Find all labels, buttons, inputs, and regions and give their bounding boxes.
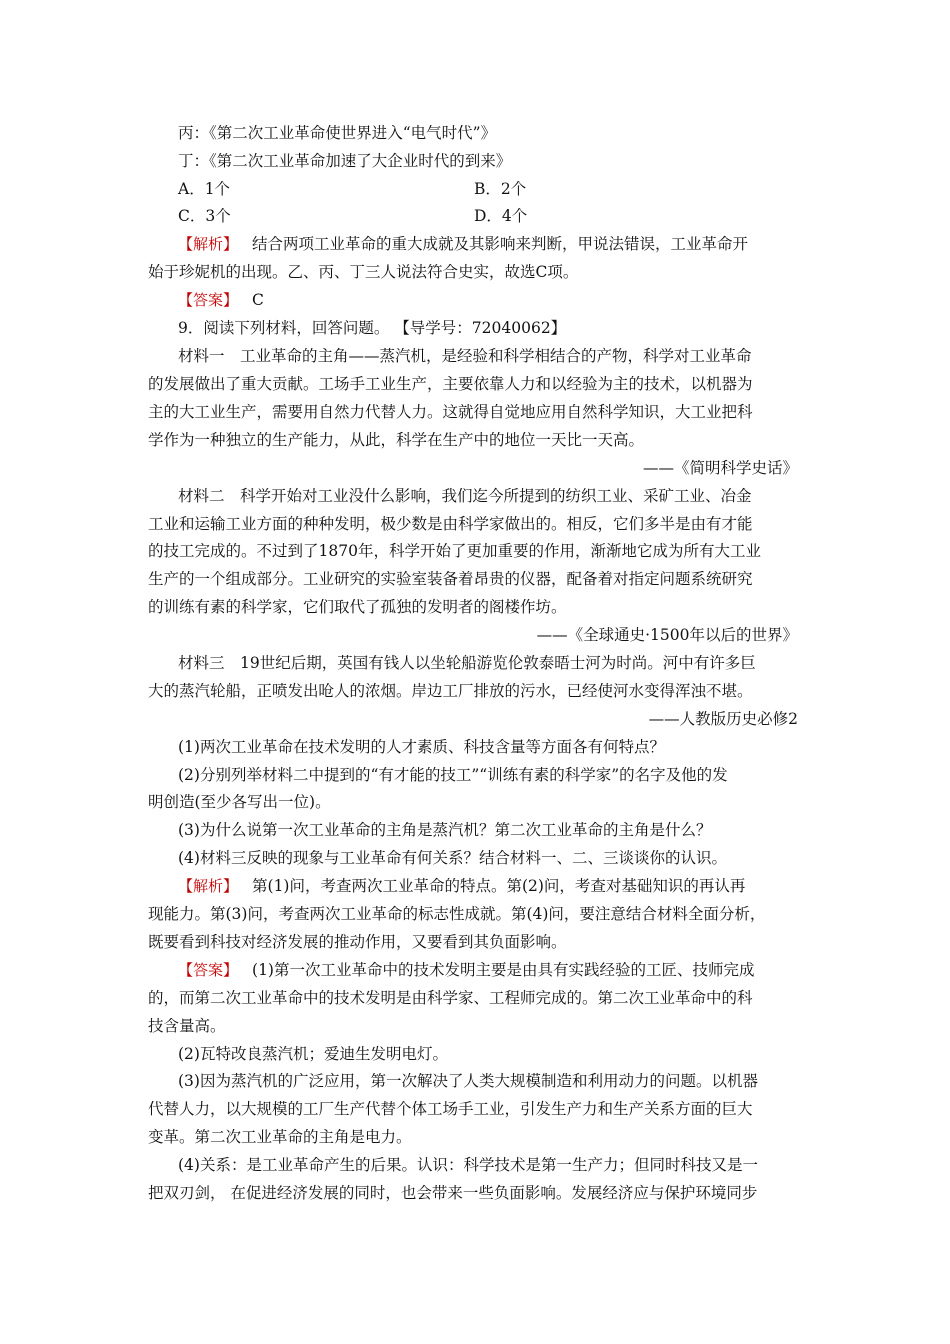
analysis-tag: 【解析】 [178, 877, 239, 895]
q9-answer-line: (4)关系：是工业革命产生的后果。认识：科学技术是第一生产力；但同时科技又是一 [178, 1156, 758, 1174]
q9-title: 9．阅读下列材料，回答问题。 【导学号：72040062】 [178, 319, 567, 337]
material-line: 工业和运输工业方面的种种发明，极少数是由科学家做出的。相反，它们多半是由有才能 [148, 515, 753, 533]
analysis-tag: 【解析】 [178, 235, 239, 253]
q9-answer-line: (2)瓦特改良蒸汽机；爱迪生发明电灯。 [178, 1045, 448, 1063]
material-line: 材料一 工业革命的主角——蒸汽机，是经验和科学相结合的产物，科学对工业革命 [178, 347, 752, 365]
material-source: ——《简明科学史话》 [642, 459, 798, 477]
material-source: ——人教版历史必修2 [648, 710, 798, 728]
material-line: 主的大工业生产，需要用自然力代替人力。这就得自觉地应用自然科学知识，大工业把科 [148, 403, 753, 421]
answer-tag: 【答案】 [178, 961, 239, 979]
question-line: (3)为什么说第一次工业革命的主角是蒸汽机？第二次工业革命的主角是什么？ [178, 821, 712, 839]
q9-analysis-line: 【解析】 第(1)问，考查两次工业革命的特点。第(2)问，考查对基础知识的再认再 [178, 877, 746, 895]
q8-analysis-line: 始于珍妮机的出现。乙、丙、丁三人说法符合史实，故选C项。 [148, 263, 579, 281]
question-line: (1)两次工业革命在技术发明的人才素质、科技含量等方面各有何特点？ [178, 738, 665, 756]
material-line: 的训练有素的科学家，它们取代了孤独的发明者的阁楼作坊。 [148, 598, 567, 616]
q9-answer-line: 把双刃剑， 在促进经济发展的同时，也会带来一些负面影响。发展经济应与保护环境同步 [148, 1184, 758, 1202]
q9-answer-line: 的，而第二次工业革命中的技术发明是由科学家、工程师完成的。第二次工业革命中的科 [148, 989, 753, 1007]
material-source: ——《全球通史·1500年以后的世界》 [536, 626, 798, 644]
question-line: (4)材料三反映的现象与工业革命有何关系？结合材料一、二、三谈谈你的认识。 [178, 849, 727, 867]
option-b: B．2个 [474, 180, 527, 198]
q9-answer-line: 技含量高。 [148, 1017, 226, 1035]
answer-tag: 【答案】 [178, 291, 239, 309]
question-line: 明创造(至少各写出一位)。 [148, 793, 331, 811]
q9-answer-line: 【答案】 (1)第一次工业革命中的技术发明主要是由具有实践经验的工匠、技师完成 [178, 961, 755, 979]
material-line: 材料二 科学开始对工业没什么影响，我们迄今所提到的纺织工业、采矿工业、冶金 [178, 487, 752, 505]
q9-answer-line: 变革。第二次工业革命的主角是电力。 [148, 1128, 412, 1146]
material-line: 的发展做出了重大贡献。工场手工业生产，主要依靠人力和以经验为主的技术，以机器为 [148, 375, 753, 393]
q9-analysis-line: 既要看到科技对经济发展的推动作用，又要看到其负面影响。 [148, 933, 567, 951]
option-d: D．4个 [474, 207, 528, 225]
material-line: 生产的一个组成部分。工业研究的实验室装备着昂贵的仪器，配备着对指定问题系统研究 [148, 570, 753, 588]
q9-answer-line: (3)因为蒸汽机的广泛应用，第一次解决了人类大规模制造和利用动力的问题。以机器 [178, 1072, 758, 1090]
material-line: 大的蒸汽轮船，正喷发出呛人的浓烟。岸边工厂排放的污水，已经使河水变得浑浊不堪。 [148, 682, 753, 700]
statement-bing: 丙：《第二次工业革命使世界进入“电气时代”》 [178, 124, 497, 142]
material-line: 学作为一种独立的生产能力，从此，科学在生产中的地位一天比一天高。 [148, 431, 645, 449]
material-line: 材料三 19世纪后期，英国有钱人以坐轮船游览伦敦泰晤士河为时尚。河中有许多巨 [178, 654, 756, 672]
q9-analysis-line: 现能力。第(3)问，考查两次工业革命的标志性成就。第(4)问，要注意结合材料全面分析， [148, 905, 766, 923]
option-c: C．3个 [178, 207, 231, 225]
q9-answer-line: 代替人力，以大规模的工厂生产代替个体工场手工业，引发生产力和生产关系方面的巨大 [148, 1100, 753, 1118]
question-line: (2)分别列举材料二中提到的“有才能的技工”“训练有素的科学家”的名字及他的发 [178, 766, 728, 784]
material-line: 的技工完成的。不过到了1870年，科学开始了更加重要的作用，渐渐地它成为所有大工业 [148, 542, 761, 560]
statement-ding: 丁：《第二次工业革命加速了大企业时代的到来》 [178, 152, 512, 170]
q8-analysis-line: 【解析】 结合两项工业革命的重大成就及其影响来判断，甲说法错误，工业革命开 [178, 235, 749, 253]
option-a: A．1个 [178, 180, 231, 198]
q8-answer-line: 【答案】 C [178, 291, 264, 309]
